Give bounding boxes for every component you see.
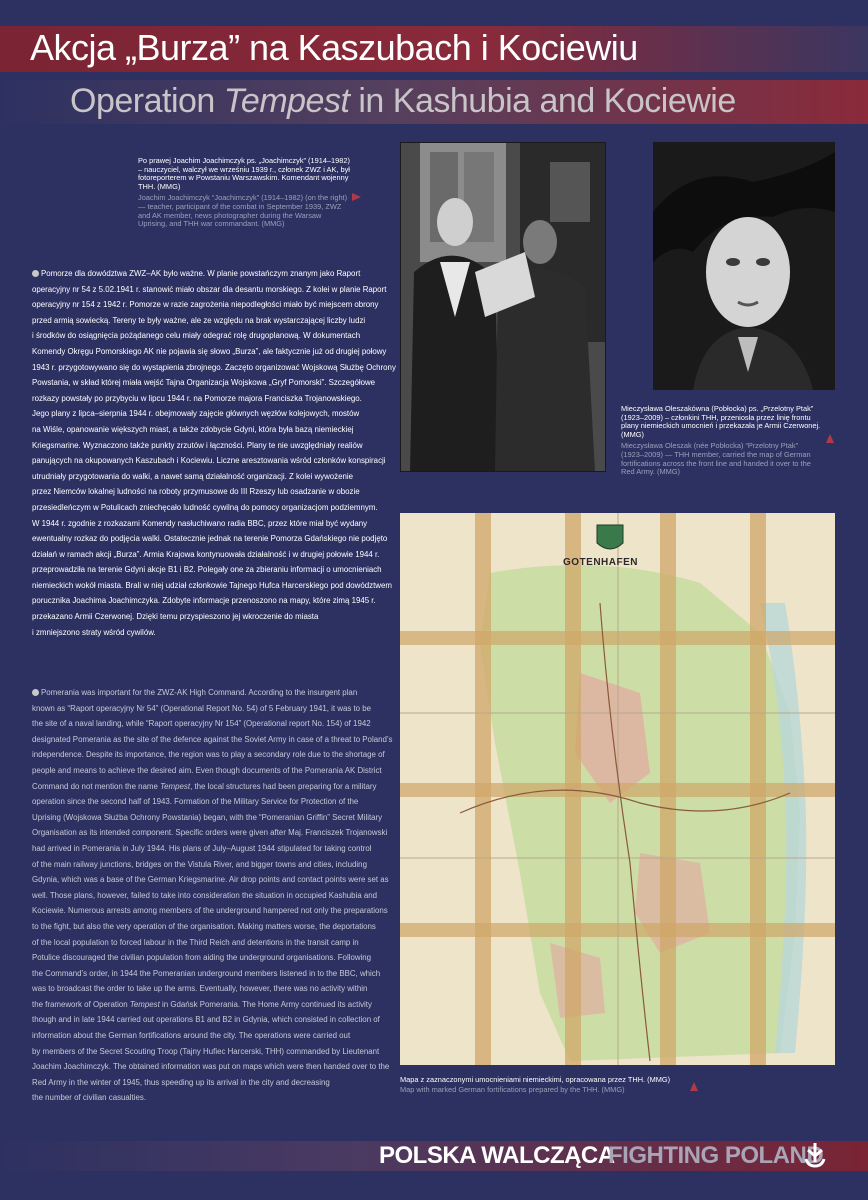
- caption-polish: Po prawej Joachim Joachimczyk ps. „Joachimczyk” (1914–1982) – nauczyciel, walczył we wrześniu 1939 r., członek ZWZ i AK, był fotoreporterem w Powstaniu Warszawskim. Komendant wojenny THH. (MMG): [138, 156, 350, 191]
- text-line: Organisation as its intended component. Specific orders were given after Maj. Franciszek Trojanowski: [32, 828, 388, 838]
- text-line: Pomorze dla dowództwa ZWZ–AK było ważne. W planie powstańczym znanym jako Raport: [32, 266, 372, 282]
- text-line: przesiedleńczym w Potulicach zniechęcało ludność cywilną do pomocy organizacjom podziemnym.: [32, 502, 378, 512]
- map-caption: [400, 1076, 700, 1094]
- text-line: i zmniejszono straty wśród cywilów.: [32, 627, 156, 637]
- text-line: operacyjny nr 154 z 1942 r. Pomorze w razie zagrożenia niepodległości miało być miejscem obrony: [32, 300, 379, 310]
- text-line: Jego plany z lipca–sierpnia 1944 r. obejmowały zajęcie głównych węzłów kolejowych, mostów: [32, 409, 360, 419]
- triangle-arrow-icon: [826, 434, 834, 443]
- polska-walczaca-anchor-icon: [803, 1142, 827, 1168]
- text-line: Pomerania was important for the ZWZ-AK High Command. According to the insurgent plan: [32, 685, 382, 701]
- map-label-gotenhafen: GOTENHAFEN: [563, 557, 638, 568]
- text-line: to the fight, but also the very operation of the organisation. Making matters worse, the deportations: [32, 921, 376, 931]
- text-line: porucznika Joachima Joachimczyka. Zdobyte informacje przenoszono na mapy, które zimą 1945 r.: [32, 596, 376, 606]
- text-line: information about the German fortifications around the city. The operations were carried out: [32, 1031, 351, 1041]
- title-en-part: in Kashubia and Kociewie: [349, 82, 736, 120]
- text-line: was to broadcast the order to take up the arms. Eventually, however, there was no activity within: [32, 984, 368, 994]
- photo-caption-joachimczyk: [138, 157, 350, 229]
- bullet-icon: [32, 270, 39, 277]
- photo-caption-oleszak: [621, 405, 821, 477]
- text-line: the site of a naval landing, while “Raport operacyjny Nr 154” (Operational report No. 154) of 1942: [32, 719, 371, 729]
- text-line: Potulice discouraged the civilian population from aiding the underground organisations. Following: [32, 953, 372, 963]
- text-line: people and means to achieve the desired aim. Even though documents of the Pomerania AK District: [32, 765, 382, 775]
- photo-oleszak-graphic: [653, 142, 835, 390]
- text-line: the Command’s order, in 1944 the Pomeranian underground members listened in to the BBC, which: [32, 968, 381, 978]
- brand-fighting-poland: FIGHTING POLAND: [608, 1142, 824, 1169]
- text-line: Powstania, w skład której miała wejść Tajna Organizacja Wojskowa „Gryf Pomorski”. Szczegółowe: [32, 378, 376, 388]
- text-line: przed armią sowiecką. Tereny te były ważne, ale ze względu na brak wystarczającej liczby ludzi: [32, 315, 366, 325]
- text-line: the number of civilian casualties.: [32, 1093, 147, 1103]
- text-line: przeprowadziła na terenie Gdyni akcje B1 i B2. Polegały one za zbieraniu informacji o umocnieniach: [32, 565, 382, 575]
- caption-english: Map with marked German fortifications prepared by the THH. (MMG): [400, 1084, 625, 1094]
- text-line: Joachim Joachimczyk. The obtained information was put on maps which were then handed over to the: [32, 1062, 390, 1072]
- triangle-arrow-icon: [352, 193, 361, 201]
- photo-joachimczyk-graphic: [400, 142, 606, 472]
- fortification-map: [400, 513, 835, 1065]
- text-line: rozkazy powstały po przybyciu w lipcu 1944 r. na Pomorze majora Franciszka Trojanowskiego.: [32, 393, 362, 403]
- page-title-polish: Akcja „Burza” na Kaszubach i Kociewiu: [30, 27, 638, 68]
- body-text-english: [32, 685, 393, 1106]
- text-line: 1943 r. przygotowywano się do wystąpienia zbrojnego. Zaczęto organizować Wojskową Służbę Ochrony: [32, 362, 396, 372]
- text-line: Red Army in the winter of 1945, thus speeding up its arrival in the city and decreasing: [32, 1077, 330, 1087]
- text-line: Kociewie. Numerous arrests among members of the underground hampered not only the preparations: [32, 906, 388, 916]
- text-line: independence. Despite its importance, the region was to play a secondary role due to the shortage of: [32, 750, 385, 760]
- text-line: przekazano Armii Czerwonej. Dzięki temu przyspieszono jej wkroczenie do miasta: [32, 612, 319, 622]
- text-line: though and in late 1944 carried out operations B1 and B2 in Gdynia, which consisted in collection of: [32, 1015, 380, 1025]
- text-line: przez Niemców lokalnej ludności na roboty przymusowe do III Rzeszy lub osadzanie w obozie: [32, 487, 360, 497]
- bullet-icon: [32, 689, 39, 696]
- text-line: Kriegsmarine. Wyznaczono także punkty zrzutów i łączności. Plany te nie uwzględniały realiów: [32, 440, 363, 450]
- text-line: Command do not mention the name Tempest, the local structures had been preparing for a military: [32, 781, 377, 791]
- text-line: of the main railway junctions, bridges on the Vistula River, and bigger towns and cities, including: [32, 859, 367, 869]
- text-line: panujących na okupowanych Kaszubach i Kociewiu. Liczne aresztowania wśród członków konspiracji: [32, 456, 386, 466]
- text-line: ewentualny rozkaz do podjęcia walki. Ostatecznie jednak na terenie Pomorza Gdańskiego nie podjęto: [32, 534, 388, 544]
- text-line: na Wiśle, opanowanie większych miast, a także zdobycie Gdyni, która była bazą niemieckiej: [32, 424, 354, 434]
- text-line: niemieckich wokół miasta. Brali w niej udział członkowie Tajnego Hufca Harcerskiego pod dowództwem: [32, 580, 392, 590]
- text-line: działań w ramach akcji „Burza”. Armia Krajowa kontynuowała działalność i w drugiej połowie 1944 r.: [32, 549, 380, 559]
- page-title-english: [70, 82, 736, 121]
- body-text-polish: [32, 266, 396, 640]
- text-line: the framework of Operation Tempest in Gdańsk Pomerania. The Home Army continued its activity: [32, 999, 372, 1009]
- text-line: operation since the second half of 1943. Formation of the Military Service for Protection of the: [32, 797, 359, 807]
- text-line: well. Those plans, however, failed to take into consideration the situation in occupied Kashubia and: [32, 890, 378, 900]
- text-line: W 1944 r. zgodnie z rozkazami Komendy nasłuchiwano radia BBC, przez które miał być wydany: [32, 518, 368, 528]
- text-line: operacyjny nr 54 z 5.02.1941 r. stanowić miało obszar dla desantu morskiego. Z kolei w planie Raport: [32, 284, 387, 294]
- text-line: Gdynia, which was a base of the German Kriegsmarine. Air drop points and contact points were set as: [32, 875, 389, 885]
- triangle-arrow-icon: [690, 1082, 698, 1091]
- text-line: Uprising (Wojskowa Służba Ochrony Powstania) began, with the “Pomeranian Griffin” Secret Military: [32, 812, 383, 822]
- caption-polish: Mapa z zaznaczonymi umocnieniami niemieckimi, opracowana przez THH. (MMG): [400, 1075, 671, 1084]
- text-line: had arrived in Pomerania in July 1944. His plans of July–August 1944 stipulated for taking control: [32, 843, 372, 853]
- title-en-part: Operation: [70, 82, 224, 120]
- caption-english: Mieczysława Oleszak (née Pobłocka) “Przelotny Ptak” (1923–2009) — THH member, carried the map of German fortifications across the front line and handed it over to the Red Army. (MMG): [621, 441, 811, 477]
- brand-polska-walczaca: POLSKA WALCZĄCA: [379, 1142, 615, 1169]
- text-line: utrudniały przygotowania do walki, a nawet samą działalność organizacji. Z kolei wywożenie: [32, 471, 354, 481]
- text-line: known as “Raport operacyjny Nr 54” (Operational Report No. 54) of 5 February 1941, it was to be: [32, 703, 372, 713]
- photo-oleszak: [653, 142, 835, 390]
- caption-polish: Mieczysława Oleszakówna (Pobłocka) ps. „Przelotny Ptak” (1923–2009) – członkini THH, przeniosła przez linię frontu plany niemieckich umocnień i przekazała je Armii Czerwonej. (MMG): [621, 404, 821, 439]
- caption-english: Joachim Joachimczyk “Joachimczyk” (1914–1982) (on the right) — teacher, participant of the combat in September 1939, ZWZ and AK member, news photographer during the Warsaw Uprising, and THH war commandant. (MMG): [138, 193, 348, 229]
- text-line: i środków do osiągnięcia pożądanego celu miały odegrać rolę drugoplanową. W dokumentach: [32, 331, 361, 341]
- text-line: of the local population to forced labour in the Third Reich and detentions in the transit camp in: [32, 937, 359, 947]
- fortification-map-graphic: [400, 513, 835, 1065]
- title-en-italic: Tempest: [223, 82, 350, 120]
- text-line: by members of the Secret Scouting Troop (Tajny Hufiec Harcerski, THH) commanded by Lieutenant: [32, 1046, 380, 1056]
- text-line: designated Pomerania as the site of the defence against the Soviet Army in case of a threat to Poland’s: [32, 734, 393, 744]
- photo-joachimczyk: [400, 142, 606, 472]
- text-line: Komendy Okręgu Pomorskiego AK nie pojawia się słowo „Burza”, ale faktycznie już od drugiej połowy: [32, 346, 387, 356]
